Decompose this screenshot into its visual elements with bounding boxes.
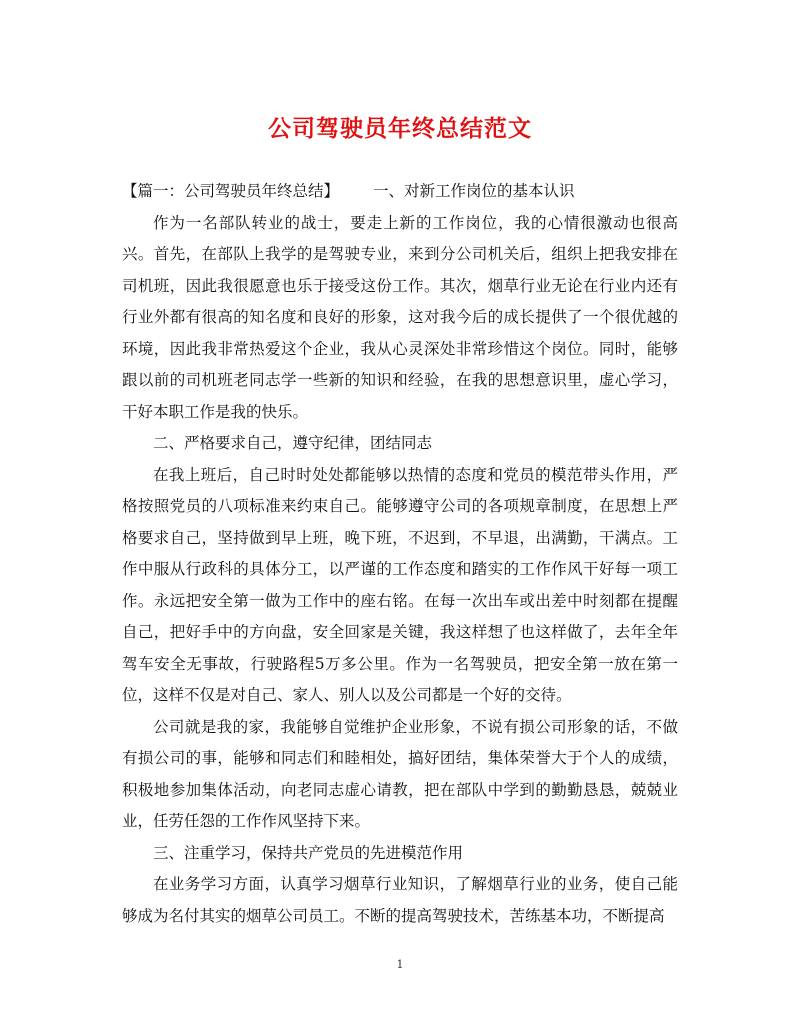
paragraph-2: 在我上班后，自己时时处处都能够以热情的态度和党员的模范带头作用，严格按照党员的八项标准来约束自己。能够遵守公司的各项规章制度，在思想上严格要求自己，坚持做到早上班，晚下班，不迟到，不早退，出满勤，干满点。工作中服从行政科的具体分工，以严谨的工作态度和踏实的工作作风干好每一项工作。永远把安全第一做为工作中的座右铭。在每一次出车或出差中时刻都在提醒自己，把好手中的方向盘，安全回家是关键，我这样想了也这样做了，去年全年驾车安全无事故，行驶路程5万多公里。作为一名驾驶员，把安全第一放在第一位，这样不仅是对自己、家人、别人以及公司都是一个好的交待。 bbox=[122, 465, 678, 704]
document-body bbox=[122, 176, 678, 932]
section-label: 【篇一：公司驾驶员年终总结】 bbox=[122, 182, 340, 200]
heading-2: 二、严格要求自己，遵守纪律，团结同志 bbox=[153, 434, 433, 452]
paragraph-4: 在业务学习方面，认真学习烟草行业知识，了解烟草行业的业务，使自己能够成为名付其实的烟草公司员工。不断的提高驾驶技术，苦练基本功，不断提高 bbox=[122, 875, 678, 925]
page-title: 公司驾驶员年终总结范文 bbox=[268, 115, 532, 142]
paragraph-3: 公司就是我的家，我能够自觉维护企业形象，不说有损公司形象的话，不做有损公司的事，能够和同志们和睦相处，搞好团结，集体荣誉大于个人的成绩，积极地参加集体活动，向老同志虚心请教，把在部队中学到的勤勤恳恳，兢兢业业，任劳任怨的工作作风坚持下来。 bbox=[122, 717, 678, 830]
page-number: 1 bbox=[396, 958, 404, 971]
section-header-line bbox=[122, 176, 678, 208]
paragraph-1: 作为一名部队转业的战士，要走上新的工作岗位，我的心情很激动也很高兴。首先，在部队上我学的是驾驶专业，来到分公司机关后，组织上把我安排在司机班，因此我很愿意也乐于接受这份工作。其次，烟草行业无论在行业内还有行业外都有很高的知名度和良好的形象，这对我今后的成长提供了一个很优越的环境，因此我非常热爱这个企业，我从心灵深处非常珍惜这个岗位。同时，能够跟以前的司机班老同志学一些新的知识和经验，在我的思想意识里，虚心学习，干好本职工作是我的快乐。 bbox=[122, 213, 678, 421]
heading-1: 一、对新工作岗位的基本认识 bbox=[373, 182, 575, 200]
heading-3: 三、注重学习，保持共产党员的先进模范作用 bbox=[153, 843, 464, 862]
